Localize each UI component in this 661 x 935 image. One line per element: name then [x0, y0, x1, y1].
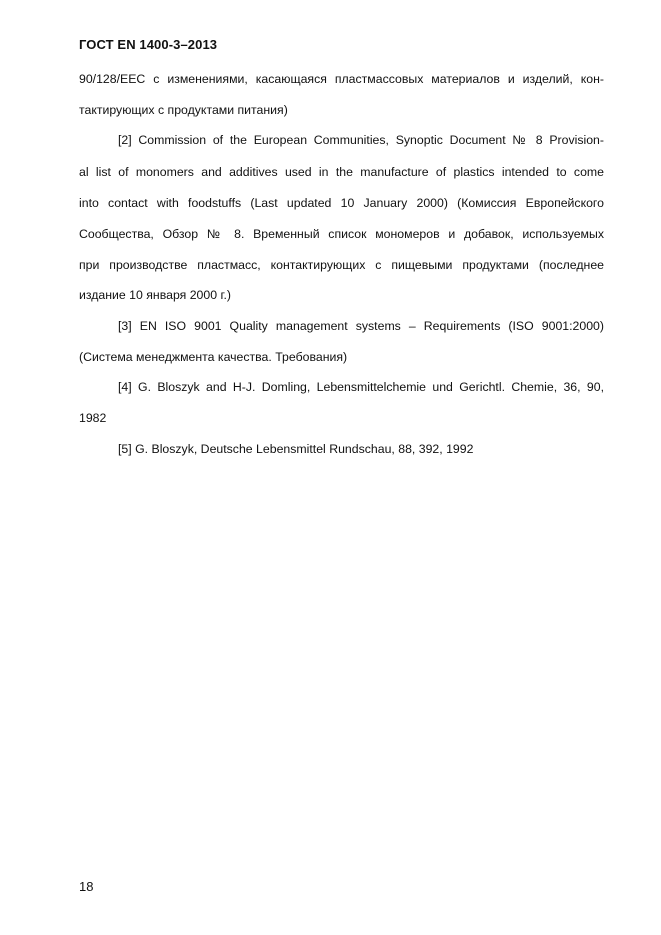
reference-3-line: [3] EN ISO 9001 Quality management systems – Requirements (ISO 9001:2000) — [118, 319, 604, 333]
text-line: издание 10 января 2000 г.) — [79, 288, 231, 302]
text-line: al list of monomers and additives used in the manufacture of plastics intended to come — [79, 165, 604, 179]
document-header: ГОСТ EN 1400-3–2013 — [79, 37, 218, 52]
text-line: 1982 — [79, 411, 107, 425]
text-line: тактирующих с продуктами питания) — [79, 103, 288, 117]
text-line: 90/128/EEC с изменениями, касающаяся пластмассовых материалов и изделий, кон- — [79, 72, 604, 86]
reference-4-line: [4] G. Bloszyk and H-J. Domling, Lebensmittelchemie und Gerichtl. Chemie, 36, 90, — [118, 380, 604, 394]
reference-2-line: [2] Commission of the European Communities, Synoptic Document № 8 Provision- — [118, 133, 604, 147]
text-line: Сообщества, Обзор № 8. Временный список мономеров и добавок, используемых — [79, 227, 604, 241]
page-number: 18 — [79, 879, 94, 894]
text-line: into contact with foodstuffs (Last updated 10 January 2000) (Комиссия Европейского — [79, 196, 604, 210]
reference-5-line: [5] G. Bloszyk, Deutsche Lebensmittel Rundschau, 88, 392, 1992 — [118, 442, 474, 456]
text-line: (Система менеджмента качества. Требования) — [79, 350, 348, 364]
text-line: при производстве пластмасс, контактирующих с пищевыми продуктами (последнее — [79, 258, 604, 272]
